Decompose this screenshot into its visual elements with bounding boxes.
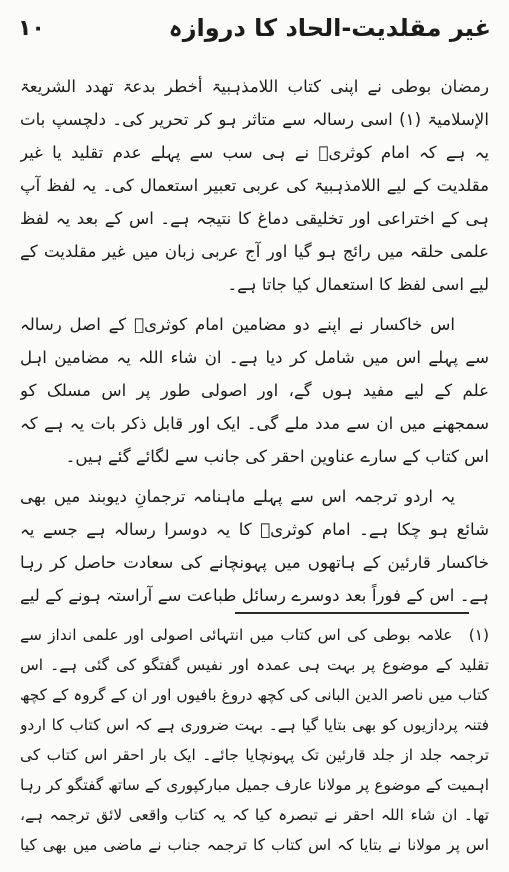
footnote xyxy=(20,620,489,860)
paragraph: اس خاکسار نے اپنے دو مضامین امام کوثریؒ کے اصل رسالہ سے پہلے اس میں شامل کر دیا ہے۔ ان شاء اللہ یہ مضامین اہل علم کے لیے مفید ہوں گے، اور اصولی طور پر اس مسلک کو سمجھنے میں ان سے مدد ملے گی۔ ایک اور قابل ذکر بات یہ ہے کہ اس کتاب کے سارے عناوین احقر کی جانب سے لگائے گئے ہیں۔ xyxy=(20,315,489,466)
footnote-marker: (۱) xyxy=(468,626,489,644)
footnote-text: علامہ بوطی کی اس کتاب میں انتہائی اصولی اور علمی انداز سے تقلید کے موضوع پر بہت ہی عمدہ اور نفیس گفتگو کی گئی ہے۔ اس کتاب میں ناصر الدین البانی کی کچھ دروغ بافیوں اور ان کے گروہ کے کچھ فتنہ پردازیوں کو بھی بتایا گیا ہے۔ بہت ضروری ہے کہ اس کتاب کا اردو ترجمہ جلد از جلد قارئین تک پہونچایا جائے۔ ایک بار احقر اس کتاب کی اہمیت کے موضوع پر مولانا عارف جمیل مبارکپوری کے ساتھ گفتگو کر رہا تھا۔ ان شاء اللہ احقر نے تبصرہ کیا کہ یہ کتاب واقعی لائق ترجمہ ہے، اس پر مولانا نے بتایا کہ اس کتاب کا ترجمہ جناب نے ماضی میں بھی کیا xyxy=(20,626,489,854)
paragraph-text: (۱) اسی رسالہ سے متاثر ہو کر تحریر کی۔ دلچسپ بات یہ ہے کہ امام کوثریؒ نے ہی سب سے پہلے عدم تقلید یا غیر مقلدیت کے لیے اللامذہبیۃ کی عربی تعبیر استعمال کی۔ یہ لفظ آپ ہی کے اختراعی اور تخلیقی دماغ کا نتیجہ ہے۔ اس کے بعد یہ لفظ علمی حلقہ میں رائج ہو گیا اور آج عربی زبان میں غیر مقلدیت کے لیے اسی لفظ کا استعمال کیا جاتا ہے۔ xyxy=(20,110,489,294)
running-title: غیر مقلدیت-الحاد کا دروازہ xyxy=(168,14,491,42)
paragraph xyxy=(20,70,489,301)
paragraph: یہ اردو ترجمہ اس سے پہلے ماہنامہ ترجمانِ دیوبند میں بھی شائع ہو چکا ہے۔ امام کوثریؒ کا یہ دوسرا رسالہ ہے جسے یہ خاکسار قارئین کے ہاتھوں میں پہونچانے کی سعادت حاصل کر رہا ہے۔ اس کے فوراً بعد دوسرے رسائل طباعت سے آراستہ ہونے کے لیے xyxy=(20,487,489,605)
page-number: ۱۰ xyxy=(18,15,45,41)
paragraph-intro: رمضان بوطی نے اپنی کتاب xyxy=(287,77,489,96)
page-header xyxy=(18,8,491,48)
main-text xyxy=(20,70,489,610)
arabic-book-title: اللامذہبیۃ أخطر بدعۃ تھدد الشریعۃ الإسلامیۃ xyxy=(20,77,489,129)
footnote-divider xyxy=(235,612,469,614)
